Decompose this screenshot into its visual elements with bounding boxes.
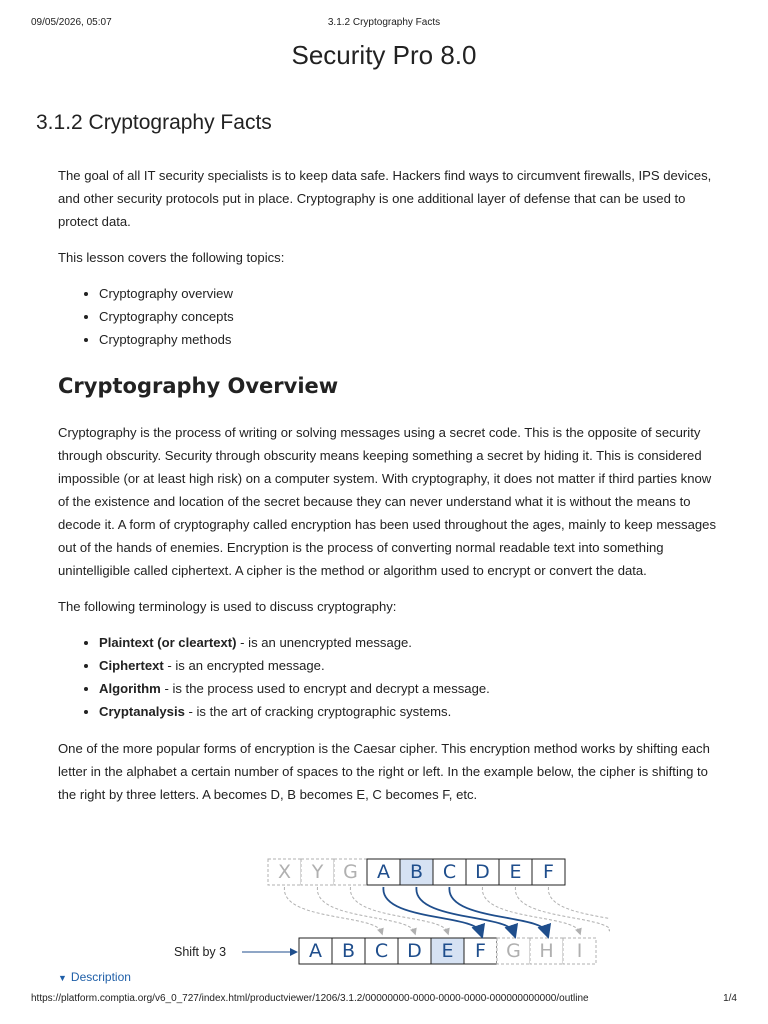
term-item — [99, 677, 718, 700]
caesar-cipher-figure — [170, 852, 610, 972]
print-url: https://platform.comptia.org/v6_0_727/index.html/productviewer/1206/3.1.2/00000000-0000-0000-0000-000000000000/outline — [31, 993, 589, 1004]
print-footer — [0, 993, 768, 1009]
bottom-letter: C — [374, 940, 389, 962]
term-item — [99, 631, 718, 654]
shift-label: Shift by 3 — [174, 945, 227, 959]
term-definition: - is the process used to encrypt and decrypt a message. — [160, 681, 490, 696]
term-definition: - is the art of cracking cryptographic systems. — [184, 704, 452, 719]
top-letter: A — [377, 861, 390, 883]
overview-paragraph: Cryptography is the process of writing or solving messages using a secret code. This is the opposite of security through obscurity. Security through obscurity means keeping something a secret by hiding it. This is considered impossible (or at least high risk) on a computer system. With cryptography, it does not matter if third parties know of the existence and location of the secret because they can never understand what it is without the means to decode it. A form of cryptography called encryption has been used throughout the ages, mainly to keep messages out of the hands of enemies. Encryption is the process of converting normal readable text into something unintelligible called ciphertext. A cipher is the method or algorithm used to encrypt or convert the data. — [58, 425, 716, 578]
terminology-list — [58, 631, 718, 723]
top-letter: C — [442, 861, 457, 883]
shift-arrow — [449, 887, 546, 932]
shift-arrow — [383, 887, 480, 932]
description-toggle-label: Description — [70, 970, 131, 984]
shift-arrow — [317, 887, 414, 932]
shift-arrow — [284, 887, 381, 932]
term-item — [99, 700, 718, 723]
term-name: Cryptanalysis — [99, 704, 185, 719]
bottom-letter: B — [341, 940, 356, 962]
shift-arrow — [548, 887, 610, 932]
print-page-number: 1/4 — [723, 993, 737, 1004]
bottom-letter: A — [309, 940, 322, 962]
shift-arrow — [350, 887, 447, 932]
top-letter: X — [277, 861, 292, 883]
term-definition: - is an unencrypted message. — [236, 635, 412, 650]
bottom-letter: D — [407, 940, 422, 962]
top-letter: F — [543, 861, 554, 883]
term-name: Plaintext (or cleartext) — [99, 635, 237, 650]
triangle-down-icon: ▼ — [58, 973, 67, 983]
topic-item: • Cryptography overview — [99, 282, 718, 305]
top-letter: E — [509, 861, 522, 883]
site-title: Security Pro 8.0 — [291, 40, 477, 70]
bottom-letter: F — [475, 940, 486, 962]
topics-intro: This lesson covers the following topics: — [58, 250, 285, 265]
bottom-letter: G — [506, 940, 521, 962]
caesar-paragraph: One of the more popular forms of encryption is the Caesar cipher. This encryption method works by shifting each letter in the alphabet a certain number of spaces to the right or left. In the example below, the cipher is shifting to the right by three letters. A becomes D, B becomes E, C becomes F, etc. — [58, 741, 710, 802]
term-name: Algorithm — [99, 681, 161, 696]
top-letter: B — [409, 861, 424, 883]
print-date: 09/05/2026, 05:07 — [31, 17, 112, 28]
topic-item: • Cryptography concepts — [99, 305, 718, 328]
intro-paragraph: The goal of all IT security specialists is to keep data safe. Hackers find ways to circumvent firewalls, IPS devices, and other security protocols put in place. Cryptography is one additional layer of defense that can be used to protect data. — [58, 168, 712, 229]
caesar-cipher-diagram — [170, 852, 610, 972]
shift-arrow — [482, 887, 579, 932]
bottom-letter: E — [441, 940, 454, 962]
term-definition: - is an encrypted message. — [163, 658, 325, 673]
bottom-letter: H — [539, 940, 554, 962]
top-letter: Y — [311, 861, 324, 883]
section-heading-overview: Cryptography Overview — [58, 374, 339, 398]
lesson-content — [58, 164, 718, 819]
print-tab-title: 3.1.2 Cryptography Facts — [327, 17, 441, 28]
shift-arrow — [416, 887, 513, 932]
topics-list — [58, 282, 718, 351]
bottom-letter: I — [576, 940, 583, 962]
term-name: Ciphertext — [99, 658, 164, 673]
lesson-title: 3.1.2 Cryptography Facts — [36, 111, 272, 134]
top-letter: G — [343, 861, 358, 883]
print-header — [0, 14, 768, 30]
description-toggle[interactable] — [58, 970, 131, 984]
top-letter: D — [475, 861, 490, 883]
topic-item: • Cryptography methods — [99, 328, 718, 351]
term-item — [99, 654, 718, 677]
shift-arrow — [515, 887, 610, 932]
terminology-intro: The following terminology is used to discuss cryptography: — [58, 599, 397, 614]
